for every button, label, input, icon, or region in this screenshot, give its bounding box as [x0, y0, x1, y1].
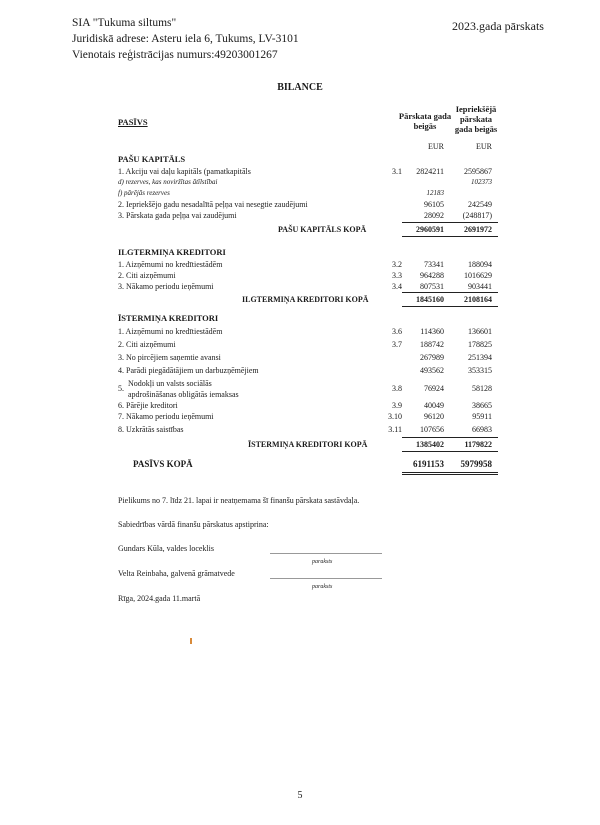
signer-2: Velta Reinbaha, galvenā grāmatvede [118, 569, 235, 578]
signature-line-1 [270, 553, 382, 554]
row-note: 3.2 [392, 260, 402, 269]
row-number: 5. [118, 384, 124, 393]
table-row [118, 199, 492, 210]
table-row [118, 400, 492, 411]
table-row [118, 424, 492, 435]
page-title: BILANCE [277, 82, 323, 93]
row-previous: 95911 [472, 412, 492, 421]
signature-caption-2: paraksts [312, 584, 333, 590]
appendix-note: Pielikums no 7. līdz 21. lapai ir neatņemama šī finanšu pārskata sastāvdaļa. [118, 496, 360, 505]
total-previous: 2108164 [464, 295, 492, 304]
total-row [118, 439, 492, 450]
table-row [118, 210, 492, 221]
total-previous: 1179822 [464, 440, 492, 449]
row-current: 96105 [424, 200, 444, 209]
company-address: Juridiskā adrese: Asteru iela 6, Tukums, LV-3101 [72, 33, 299, 45]
grand-total-current: 6191153 [412, 459, 444, 469]
row-previous: 178825 [468, 340, 492, 349]
row-label: d) rezerves, kas noviržītas ātīlstībai [118, 178, 218, 186]
unit-current: EUR [428, 142, 444, 151]
row-label: 4. Parādi piegādātājiem un darbuzņēmējiem [118, 366, 259, 375]
row-note: 3.11 [388, 425, 402, 434]
row-previous: 136601 [468, 327, 492, 336]
col-previous-l2: pārskata [459, 114, 493, 124]
row-note: 3.6 [392, 327, 402, 336]
row-label: 2. Iepriekšējo gadu nesadalītā peļņa vai nesegtie zaudējumi [118, 200, 308, 209]
grand-total-previous: 5979958 [460, 459, 492, 469]
table-row [118, 352, 492, 363]
row-current: 267989 [420, 353, 444, 362]
company-name: SIA "Tukuma siltums" [72, 17, 177, 29]
row-label: 8. Uzkrātās saistības [118, 425, 184, 434]
divider [402, 236, 498, 237]
total-current: 1385402 [416, 440, 444, 449]
signer-1: Gundars Kūla, valdes loceklis [118, 544, 214, 553]
row-label: f) pārējās rezerves [118, 189, 170, 197]
total-row [118, 294, 492, 305]
place-date: Rīga, 2024.gada 11.martā [118, 594, 201, 603]
total-label: ILGTERMIŅA KREDITORI KOPĀ [242, 295, 369, 304]
row-label: 7. Nākamo periodu ieņēmumi [118, 412, 214, 421]
row-previous: 251394 [468, 353, 492, 362]
col-previous-l1: Iepriekšējā [455, 104, 497, 114]
row-previous: 353315 [468, 366, 492, 375]
row-current: 28092 [424, 211, 444, 220]
row-label: 2. Citi aizņēmumi [118, 340, 176, 349]
col-current-l1: Pārskata gada [398, 111, 452, 121]
row-current: 40049 [424, 401, 444, 410]
row-current: 76924 [424, 384, 444, 393]
unit-previous: EUR [476, 142, 492, 151]
divider [402, 451, 498, 452]
row-label: 3. No pircējiem saņemtie avansi [118, 353, 221, 362]
row-current: 73341 [424, 260, 444, 269]
col-previous-header [446, 104, 506, 134]
row-label-line2: apdrošināšanas obligātās iemaksas [128, 390, 239, 399]
row-current: 964288 [420, 271, 444, 280]
table-row [118, 339, 492, 350]
divider [402, 306, 498, 307]
total-row [118, 224, 492, 235]
row-previous: 66983 [472, 425, 492, 434]
grand-total-label: PASĪVS KOPĀ [133, 459, 193, 469]
row-label: 1. Aizņēmumi no kredītiestādēm [118, 327, 223, 336]
grand-total-row [118, 459, 492, 470]
page-number: 5 [297, 790, 303, 801]
divider [402, 474, 498, 475]
table-row [118, 177, 492, 188]
row-note: 3.1 [392, 167, 402, 176]
col-current-l2: beigās [413, 121, 437, 131]
col-previous-l3: gada beigās [454, 124, 498, 134]
row-previous: 102373 [471, 178, 492, 186]
row-label: 3. Pārskata gada peļņa vai zaudējumi [118, 211, 237, 220]
shortterm-heading: ĪSTERMIŅA KREDITORI [118, 313, 219, 323]
row-current: 807531 [420, 282, 444, 291]
row-note: 3.8 [392, 384, 402, 393]
row-current: 96120 [424, 412, 444, 421]
row-label-line1: Nodokļi un valsts sociālās [128, 379, 212, 388]
row-previous: 188094 [468, 260, 492, 269]
signature-caption-1: paraksts [312, 559, 333, 565]
company-regnum: Vienotais reģistrācijas numurs:49203001267 [72, 49, 278, 61]
row-note: 3.4 [392, 282, 402, 291]
row-note: 3.10 [388, 412, 402, 421]
row-previous: 1016629 [464, 271, 492, 280]
row-current: 114360 [420, 327, 444, 336]
total-label: PAŠU KAPITĀLS KOPĀ [278, 225, 367, 234]
report-title: 2023.gada pārskats [452, 19, 544, 33]
table-row [118, 411, 492, 422]
total-previous: 2691972 [464, 225, 492, 234]
table-row [118, 270, 492, 281]
table-row [118, 166, 492, 177]
row-current: 493562 [420, 366, 444, 375]
row-label: 6. Pārējie kreditori [118, 401, 178, 410]
row-previous: 58128 [472, 384, 492, 393]
divider [402, 437, 498, 438]
table-row [118, 281, 492, 292]
row-current: 188742 [420, 340, 444, 349]
longterm-heading: ILGTERMIŅA KREDITORI [118, 247, 226, 257]
table-row [118, 326, 492, 337]
table-row [118, 259, 492, 270]
row-label: 3. Nākamo periodu ieņēmumi [118, 282, 214, 291]
row-previous: 903441 [468, 282, 492, 291]
approval-text: Sabiedrības vārdā finanšu pārskatus apstiprina: [118, 520, 269, 529]
section-heading: PASĪVS [118, 117, 148, 127]
scan-mark [190, 638, 192, 644]
table-row [118, 378, 492, 400]
row-note: 3.9 [392, 401, 402, 410]
table-row [118, 365, 492, 376]
row-note: 3.7 [392, 340, 402, 349]
total-current: 2960591 [416, 225, 444, 234]
row-current: 12183 [426, 189, 444, 197]
row-previous: (248817) [462, 211, 492, 220]
row-previous: 2595867 [464, 167, 492, 176]
divider [402, 472, 498, 473]
row-previous: 242549 [468, 200, 492, 209]
total-label: ĪSTERMIŅA KREDITORI KOPĀ [248, 440, 368, 449]
row-current: 107656 [420, 425, 444, 434]
divider [402, 222, 498, 223]
table-row [118, 188, 484, 199]
equity-heading: PAŠU KAPITĀLS [118, 154, 186, 164]
row-current: 2824211 [416, 167, 444, 176]
divider [402, 292, 498, 293]
row-label: 1. Akciju vai daļu kapitāls (pamatkapitāls [118, 167, 251, 176]
row-note: 3.3 [392, 271, 402, 280]
total-current: 1845160 [416, 295, 444, 304]
row-label: 2. Citi aizņēmumi [118, 271, 176, 280]
row-label: 1. Aizņēmumi no kredītiestādēm [118, 260, 223, 269]
row-previous: 38665 [472, 401, 492, 410]
signature-line-2 [270, 578, 382, 579]
